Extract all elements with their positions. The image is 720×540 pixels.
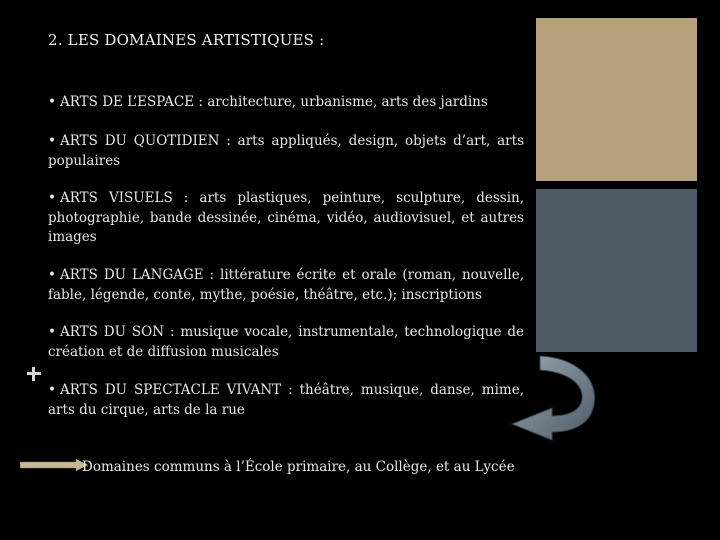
- item-text: ARTS DU LANGAGE : littérature écrite et orale (roman, nouvelle, fable, légende, conte, mythe, poésie, théâtre, etc.); inscriptions: [48, 267, 524, 303]
- plus-icon: [27, 367, 41, 381]
- list-item: [48, 266, 524, 305]
- bullet: •: [48, 324, 56, 340]
- bullet: •: [48, 267, 56, 283]
- item-text: ARTS DU QUOTIDIEN : arts appliqués, design, objets d’art, arts populaires: [48, 133, 524, 169]
- curved-arrow-icon: [506, 352, 602, 442]
- bullet: •: [48, 190, 56, 206]
- decorative-panel-slate: [536, 189, 697, 352]
- bullet: •: [48, 94, 56, 110]
- footer-note: Domaines communs à l’École primaire, au Collège, et au Lycée: [82, 459, 515, 475]
- item-text: ARTS DU SPECTACLE VIVANT : théâtre, musique, danse, mime, arts du cirque, arts de la rue: [48, 382, 524, 418]
- list-item: [48, 323, 524, 362]
- bullet: •: [48, 133, 56, 149]
- item-text: ARTS DE L’ESPACE : architecture, urbanisme, arts des jardins: [59, 94, 488, 110]
- bullet: •: [48, 382, 56, 398]
- list-item: [48, 189, 524, 248]
- list-item: [48, 381, 524, 420]
- slide-title: 2. LES DOMAINES ARTISTIQUES :: [48, 31, 325, 49]
- item-text: ARTS DU SON : musique vocale, instrumentale, technologique de création et de diffusion musicales: [48, 324, 524, 360]
- item-text: ARTS VISUELS : arts plastiques, peinture, sculpture, dessin, photographie, bande dessinée, cinéma, vidéo, audiovisuel, et autres images: [48, 190, 524, 245]
- list-item: [48, 93, 524, 113]
- decorative-panel-tan: [536, 18, 697, 181]
- list-item: [48, 132, 524, 171]
- arrow-icon: [20, 459, 88, 471]
